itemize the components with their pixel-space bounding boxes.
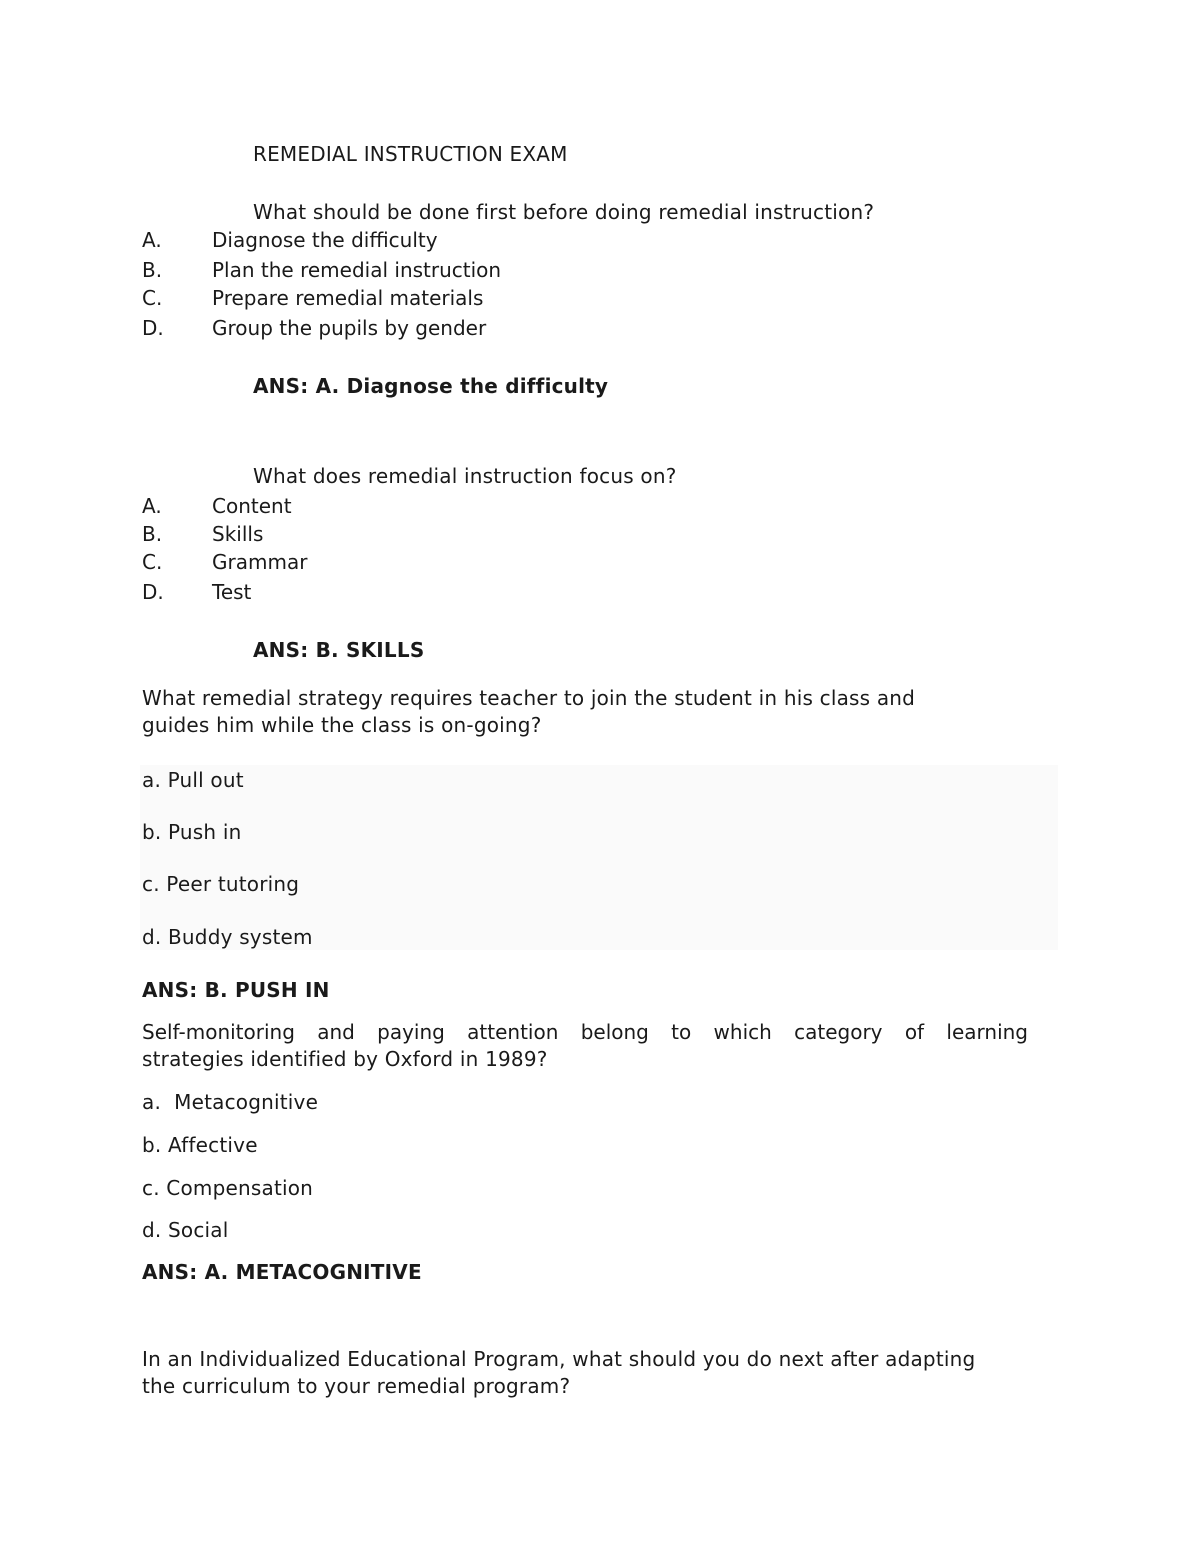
q3-option-c: c. Peer tutoring — [142, 872, 300, 896]
q1-answer: ANS: A. Diagnose the difficulty — [253, 374, 609, 398]
q2-option-d-text: Test — [212, 580, 252, 604]
question-5-line-1: In an Individualized Educational Program, what should you do next after adapting — [142, 1347, 976, 1371]
q1-option-c-text: Prepare remedial materials — [212, 286, 484, 310]
q2-option-c-text: Grammar — [212, 550, 308, 574]
q3-option-d: d. Buddy system — [142, 925, 313, 949]
q1-option-b-text: Plan the remedial instruction — [212, 258, 502, 282]
q3-option-a: a. Pull out — [142, 768, 244, 792]
options-shaded-block — [140, 765, 1058, 950]
q3-answer: ANS: B. PUSH IN — [142, 978, 330, 1002]
exam-title: REMEDIAL INSTRUCTION EXAM — [253, 142, 568, 166]
q1-option-d-letter: D. — [142, 316, 164, 340]
q2-option-d-letter: D. — [142, 580, 164, 604]
q1-option-b-letter: B. — [142, 258, 163, 282]
q1-option-a-letter: A. — [142, 228, 162, 252]
question-4-line-1: Self-monitoring and paying attention belong to which category of learning — [142, 1020, 1028, 1044]
q2-option-c-letter: C. — [142, 550, 163, 574]
question-3-line-2: guides him while the class is on-going? — [142, 713, 542, 737]
q2-option-a-text: Content — [212, 494, 292, 518]
q4-option-d: d. Social — [142, 1218, 229, 1242]
question-2: What does remedial instruction focus on? — [253, 464, 677, 488]
q4-option-c: c. Compensation — [142, 1176, 314, 1200]
q3-option-b: b. Push in — [142, 820, 242, 844]
question-4-line-2: strategies identified by Oxford in 1989? — [142, 1047, 548, 1071]
question-1: What should be done first before doing remedial instruction? — [253, 200, 875, 224]
q1-option-d-text: Group the pupils by gender — [212, 316, 487, 340]
q2-option-b-letter: B. — [142, 522, 163, 546]
question-5-line-2: the curriculum to your remedial program? — [142, 1374, 571, 1398]
q2-option-b-text: Skills — [212, 522, 264, 546]
q2-answer: ANS: B. SKILLS — [253, 638, 425, 662]
question-3-line-1: What remedial strategy requires teacher to join the student in his class and — [142, 686, 916, 710]
q1-option-c-letter: C. — [142, 286, 163, 310]
q4-option-a: a. Metacognitive — [142, 1090, 319, 1114]
q1-option-a-text: Diagnose the difficulty — [212, 228, 438, 252]
q2-option-a-letter: A. — [142, 494, 162, 518]
q4-answer: ANS: A. METACOGNITIVE — [142, 1260, 422, 1284]
q4-option-b: b. Affective — [142, 1133, 258, 1157]
